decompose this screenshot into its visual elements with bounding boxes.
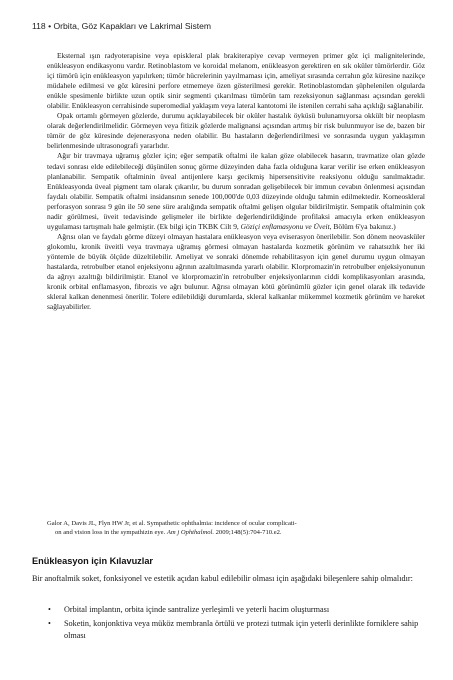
section-intro: Bir anoftalmik soket, fonksiyonel ve estetik açıdan kabul edilebilir olması için aşağıdaki bileşenlere sahip olmalıdır:	[32, 574, 413, 583]
guideline-list	[32, 604, 425, 644]
citation-line-1: Galor A, Davis JL, Flyn HW Jr, et al. Sympathetic ophthalmia: incidence of ocular complicati-	[47, 520, 297, 527]
citation-journal: Am j Ophthalmol.	[166, 529, 214, 536]
citation-line-2-suffix: 2009;148(5):704-710.e2.	[213, 529, 282, 536]
citation-line-2-prefix: on and vision loss in the sympathizin eye.	[55, 529, 167, 536]
running-head: 118 • Orbita, Göz Kapakları ve Lakrimal Sistem	[32, 21, 212, 31]
section-heading: Enükleasyon için Kılavuzlar	[32, 556, 154, 566]
citation-line-2	[47, 528, 425, 537]
citation	[47, 519, 425, 537]
list-item	[32, 618, 425, 641]
list-item-text: Soketin, konjonktiva veya müköz membranla örtülü ve protezi tutmak için yeterli derinlikte forniklere sahip olması	[64, 619, 419, 640]
paragraph-sympathetic-ophthalmia	[47, 151, 425, 231]
chapter-reference-italic: Göziçi enflamasyonu ve Üveit,	[240, 221, 332, 231]
bullet-icon: •	[48, 619, 51, 629]
paragraph-painful-eye: Ağrısı olan ve faydalı görme düzeyi olmayan hastalara enükleasyon veya eviserasyon önerilebilir. Son dönem neovasküler glokomlu, kronik üveitli veya travmaya uğramış görmesi olmayan hastalarda kozmetik görünüm ve rahatsızlık her iki yöntemle de büyük ölçüde düzeltilebilir. Ameliyat ve sonraki dönemde rehabilitasyon için genel durumu uygun olmayan hastalarda, retrobulber etanol enjeksiyonu ağrının azaltılmasında yararlı olabilir. Klorpromazin'in retrobulber enjeksiyonunun da ağrıyı azalttığı bildirilmiştir. Etanol ve klorpromazin'in retrobulber enjeksiyonlarının ciddi komplikasyonları arasında, kronik orbital enflamasyon, fibrozis ve ağrı bulunur. Ağrısı olmayan kötü görünümlü gözler için genel olarak ilk tedavide skleral kalkan denenmesi önerilir. Tolere edilebildiği durumlarda, skleral kalkanlar mükemmel kozmetik görünüm ve hareket sağlayabilirler.	[47, 231, 425, 312]
chapter-reference-tail: Bölüm 6'ya bakınız.)	[331, 221, 396, 231]
list-item-text: Orbital implantın, orbita içinde santralize yerleşimli ve yeterli hacim oluşturması	[64, 605, 330, 614]
bullet-icon: •	[48, 605, 51, 614]
main-body-text	[47, 51, 425, 312]
paragraph-enucleation-tumors: Eksternal ışın radyoterapisine veya episkleral plak brakiterapiye cevap vermeyen primer göz içi malignitelerinde, enükleasyon endikasyonu vardır. Retinoblastom ve koroidal melanom, enükleasyon gerektiren en sık oküler tümörlerdir. Göz içi tümörü için enükleasyon yapılırken; tümör hücrelerinin yayılmaması için, ameliyat sırasında cerrahın göz küresine nazikçe müdahele edilmesi ve göz küresini perfore etmemeye özen gösterilmesi gerekir. Retinoblastomdan şüphelenilen olgularda enükle spesimenle birlikte uzun optik sinir segmenti çıkarılması tümörün tam rezeksiyonun sağlanması açısından gerekli olabilir. Enükleasyon cerrahisinde superomedial yaklaşım veya lateral kantotomi ile istenilen cerrahi saha açıklığı sağlanabilir.	[47, 51, 425, 111]
paragraph-sympathetic-ophthalmia-text: Ağır bir travmaya uğramış gözler için; eğer sempatik oftalmi ile kalan göze olabilecek hasarın, travmatize olan gözde tedavi sonrası elde edilebileceği düşünülen sonuç görme düzeyinden daha fazla olduğuna karar verilir ise erken enükleasyon planlanabilir. Sempatik oftalminin üveal antijenlere karşı gecikmiş hipersensitivite reaksiyonu olduğu sanılmaktadır. Enükleasyonda üveal pigment tam olarak çıkarılır, bu durum sonradan gelişebilecek bir immun cevabın önlenmesi açısından faydalı olabilir. Sempatik oftalmi insidansının senede 100,000'de 0,03 düzeyinde olduğu tahmin edilmektedir. Korneoskleral perforasyon sonrası 9 gün ile 50 sene süre aralığında sempatik oftalmi gelişen olgular bildirilmiştir. Sempatik oftalminin çok nadir görülmesi, üveit tedavisinde gelişmeler ile birlikte değerlendirildiğinde profilaksi amacıyla erken enükleasyon uygulaması tartışmalı hale gelmiştir. (Ek bilgi için TKBK Cilt 9,	[47, 151, 425, 231]
paragraph-opaque-media: Opak ortamlı görmeyen gözlerde, durumu açıklayabilecek bir oküler hastalık öyküsü bulunamıyorsa okkült bir neoplasm olarak değerlendirilmelidir. Görmeyen veya fitizik gözlerde malignansi açısından artmış bir risk bulunmuyor ise de, bazen bir tümör de göz küresinde dejenerasyona neden olabilir. Bu hastaların değerlendirilmesi ve sonrasında uygun yaklaşımın belirlenmesinde ultrasonografi yararlıdır.	[47, 111, 425, 151]
list-item	[32, 604, 425, 615]
